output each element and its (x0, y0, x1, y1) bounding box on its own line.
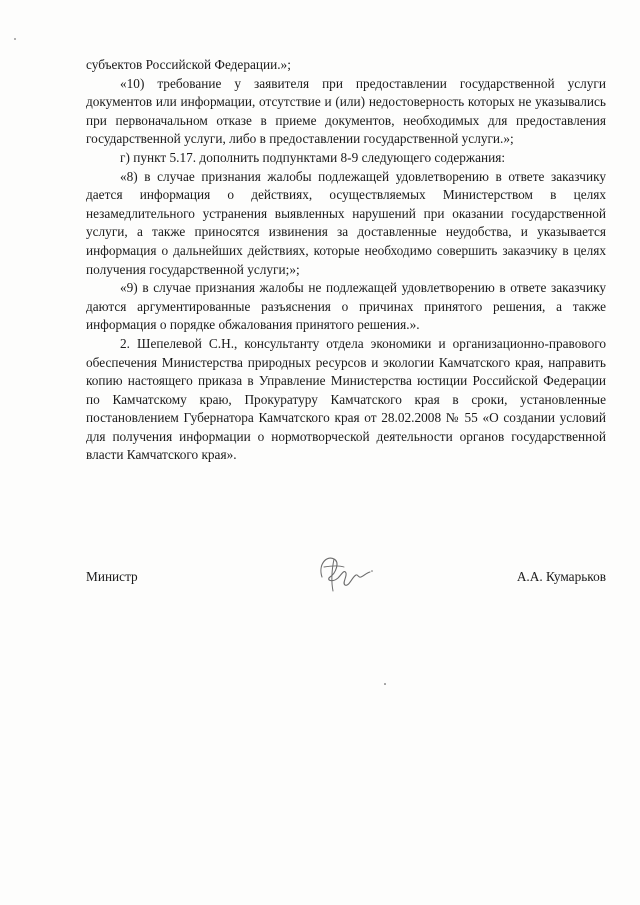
signatory-name: А.А. Кумарьков (516, 569, 606, 584)
paragraph-2: «10) требование у заявителя при предоставлении государственной услуги документов или информации, отсутствие и (или) недостоверность которых не указывались при первоначальном отказе в приеме документов, необходимых для предоставления государственной услуги, либо в предоставлении государственной услуги.»; (86, 75, 606, 147)
paragraph-5: «9) в случае признания жалобы не подлежащей удовлетворению в ответе заказчику даются аргументированные разъяснения о причинах принятого решения, а также информация о порядке обжалования принятого решения.». (86, 280, 606, 333)
paragraph-6: 2. Шепелевой С.Н., консультанту отдела экономики и организационно-правового обеспечения Министерства природных ресурсов и экологии Камчатского края, направить копию настоящего приказа в Управление Министерства юстиции Российской Федерации по Камчатскому краю, Прокуратуру Камчатского края в сроки, установленные постановлением Губернатора Камчатского края от 28.02.2008 № 55 «О создании условий для получения информации о нормотворческой деятельности органов государственной власти Камчатского края». (86, 335, 606, 463)
signature-block (86, 569, 606, 609)
scan-speck (384, 683, 386, 685)
paragraph-3: г) пункт 5.17. дополнить подпунктами 8-9 следующего содержания: (120, 149, 506, 165)
signatory-position: Министр (86, 569, 138, 584)
scan-speck (14, 38, 16, 40)
document-body (86, 56, 606, 465)
handwritten-signature (312, 547, 376, 597)
paragraph-1: субъектов Российской Федерации.»; (86, 57, 291, 72)
paragraph-4: «8) в случае признания жалобы подлежащей удовлетворению в ответе заказчику дается информация о действиях, осуществляемых Министерством в целях незамедлительного устранения выявленных нарушений при оказании государственной услуги, а также приносятся извинения за доставленные неудобства, и указывается информация о дальнейших действиях, которые необходимо совершить заказчику в целях получения государственной услуги;»; (86, 168, 606, 277)
